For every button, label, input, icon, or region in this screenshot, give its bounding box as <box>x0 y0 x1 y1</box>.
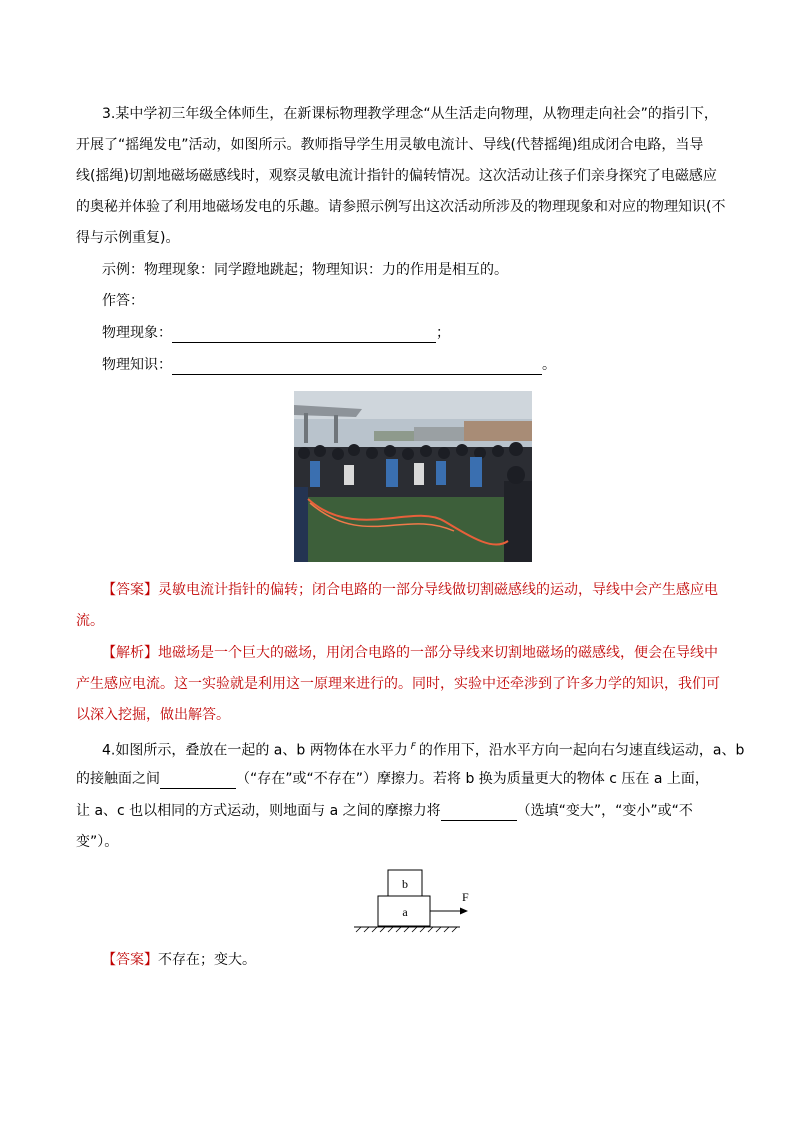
q4-line-4: 变”）。 <box>76 834 119 850</box>
activity-photo <box>294 391 532 562</box>
knowledge-answer-blank[interactable] <box>172 360 542 375</box>
q3-phenomenon-row <box>102 323 450 343</box>
q3-answer-label: 作答： <box>102 293 144 309</box>
q3-answer-tag: 【答案】 <box>102 582 158 598</box>
q3-analysis-text-1: 地磁场是一个巨大的磁场，用闭合电路的一部分导线来切割地磁场的磁感线，便会在导线中 <box>158 645 718 661</box>
label-a: a <box>402 905 408 919</box>
q3-answer-line-2: 流。 <box>76 613 104 629</box>
phenomenon-label: 物理现象： <box>102 325 172 341</box>
q3-line-1: 3.某中学初三年级全体师生，在新课标物理教学理念“从生活走向物理，从物理走向社会”的指引下， <box>102 106 718 122</box>
q3-answer-text-1: 灵敏电流计指针的偏转；闭合电路的一部分导线做切割磁感线的运动，导线中会产生感应电 <box>158 582 718 598</box>
friction-exists-blank[interactable] <box>160 774 236 789</box>
q4-answer-tag: 【答案】 <box>102 952 158 968</box>
friction-change-blank[interactable] <box>441 806 517 821</box>
phenomenon-end: ； <box>436 325 450 341</box>
q3-analysis-line-1 <box>102 643 718 663</box>
q4-line-3b: （选填“变大”，“变小”或“不 <box>516 803 693 819</box>
q4-line-2 <box>76 769 709 789</box>
q4-force-symbol: F <box>410 742 416 752</box>
q3-analysis-tag: 【解析】 <box>102 645 158 661</box>
q3-answer-line-1 <box>102 580 718 600</box>
q4-answer-text: 不存在；变大。 <box>158 952 256 968</box>
label-b: b <box>402 877 408 891</box>
q3-line-3: 线(摇绳)切割地磁场磁感线时，观察灵敏电流计指针的偏转情况。这次活动让孩子们亲身探究了电磁感应 <box>76 168 717 184</box>
force-arrow-head <box>460 908 468 915</box>
q4-line-2a: 的接触面之间 <box>76 771 160 787</box>
ground-hatching <box>356 927 457 932</box>
q4-line-1a: 4.如图所示，叠放在一起的 a、b 两物体在水平力 <box>102 742 408 759</box>
q3-analysis-line-3: 以深入挖掘，做出解答。 <box>76 707 230 723</box>
q4-line-3a: 让 a、c 也以相同的方式运动，则地面与 a 之间的摩擦力将 <box>76 803 441 819</box>
q3-line-4: 的奥秘并体验了利用地磁场发电的乐趣。请参照示例写出这次活动所涉及的物理现象和对应的物理知识(不 <box>76 199 726 215</box>
q3-line-5: 得与示例重复)。 <box>76 230 180 246</box>
q4-line-1b: 的作用下，沿水平方向一起向右匀速直线运动，a、b <box>418 742 745 759</box>
q3-knowledge-row <box>102 355 556 375</box>
q4-line-1 <box>102 737 744 761</box>
q3-line-2: 开展了“摇绳发电”活动，如图所示。教师指导学生用灵敏电流计、导线(代替摇绳)组成闭合电路，当导 <box>76 137 704 153</box>
q3-example: 示例：物理现象：同学蹬地跳起；物理知识：力的作用是相互的。 <box>102 262 508 278</box>
label-f: F <box>462 890 469 904</box>
block-diagram <box>352 866 482 936</box>
phenomenon-answer-blank[interactable] <box>172 328 436 343</box>
q4-line-2b: （“存在”或“不存在”）摩擦力。若将 b 换为质量更大的物体 c 压在 a 上面， <box>236 771 709 787</box>
q4-line-3 <box>76 801 693 821</box>
knowledge-label: 物理知识： <box>102 357 172 373</box>
q3-analysis-line-2: 产生感应电流。这一实验就是利用这一原理来进行的。同时，实验中还牵涉到了许多力学的知识，我们可 <box>76 676 720 692</box>
knowledge-end: 。 <box>542 357 556 373</box>
q4-answer-line <box>102 950 256 970</box>
